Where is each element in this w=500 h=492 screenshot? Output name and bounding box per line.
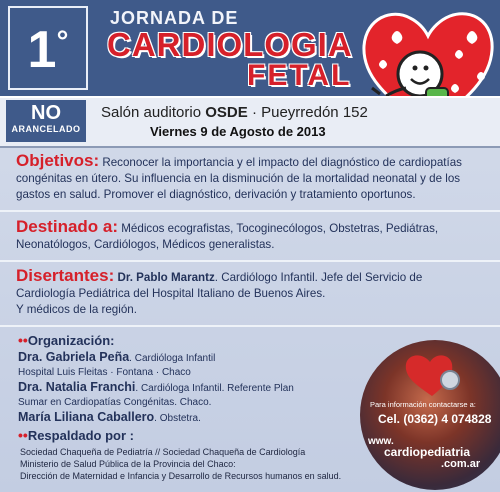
free-badge: NO ARANCELADO — [6, 100, 86, 142]
organizacion-section: ••Organización: Dra. Gabriela Peña. Cardióloga Infantil Hospital Luis Fleitas · Fontana · Chaco Dra. Natalia Franchi. Cardióloga Infantil. Referente Plan Sumar en Cardiopatías Congénitas. Chaco. María Liliana Caballero. Obstetra. — [18, 332, 294, 424]
destinado-section: Destinado a: Médicos ecografistas, Tocoginecólogos, Obstetras, Pediátras, Neonatólogos, Cardiólogos, Médicos generalistas. — [16, 217, 439, 251]
divider — [0, 325, 500, 327]
jornada-label: JORNADA DE — [110, 8, 239, 28]
edition-number: 1° — [8, 6, 88, 90]
divider — [0, 260, 500, 262]
event-date: Viernes 9 de Agosto de 2013 — [150, 124, 326, 139]
respaldado-title: ••Respaldado por : — [18, 427, 135, 443]
website-domain[interactable]: cardiopediatria — [384, 445, 471, 459]
respaldado-list: Sociedad Chaqueña de Pediatría // Sociedad Chaqueña de Cardiología Ministerio de Salud Pública de la Provincia del Chaco: Dirección de Maternidad e Infancia y Desarrollo de Recursos humanos en salud. — [20, 447, 342, 481]
fetal-title: FETAL — [247, 59, 352, 92]
contact-phone: Cel. (0362) 4 074828 — [378, 412, 492, 426]
objetivos-section: Objetivos: Reconocer la importancia y el impacto del diagnóstico de cardiopatías congénitas en útero. Su influencia en la disminución de la mortalidad neonatal y de los gastos en salud. Promover el diagnóstico, derivación y tratamiento oportunos. — [16, 151, 462, 201]
venue: Salón auditorio OSDE · Pueyrredón 152 — [101, 104, 368, 121]
website-tld[interactable]: .com.ar — [441, 458, 481, 470]
website-www[interactable]: www. — [368, 436, 394, 447]
divider — [0, 210, 500, 212]
contact-info: Para información contactarse a: — [370, 400, 476, 409]
disertantes-section: Disertantes: Dr. Pablo Marantz. Cardiólogo Infantil. Jefe del Servicio de Cardiología Pediátrica del Hospital Italiano de Buenos Aires. Y médicos de la región. — [16, 266, 423, 316]
cardiologia-title: CARDIOLOGIA — [107, 26, 353, 63]
heart-stethoscope-icon — [392, 350, 472, 400]
